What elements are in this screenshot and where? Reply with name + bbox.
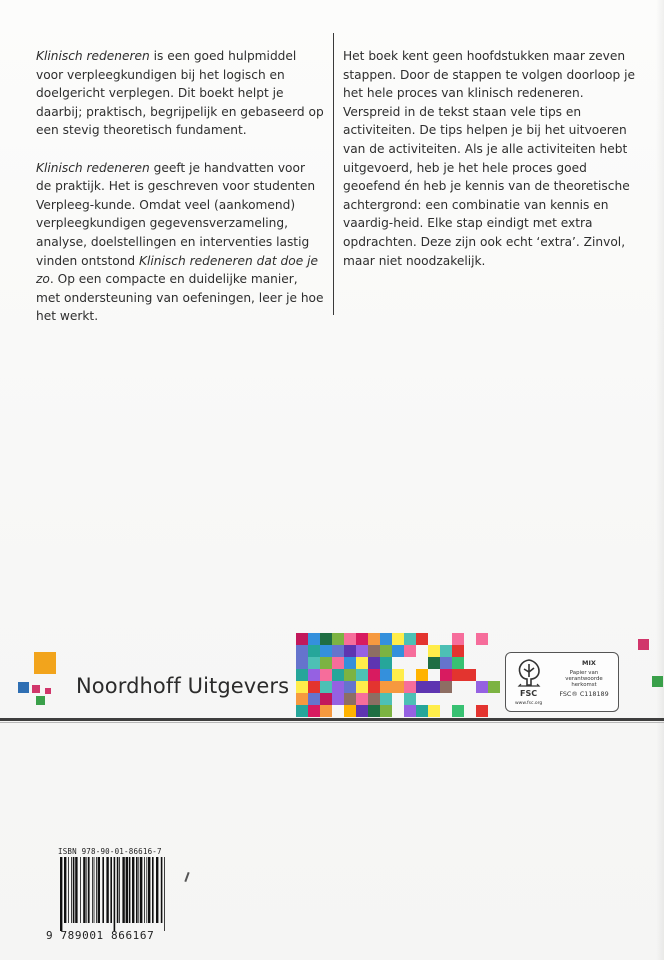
barcode-bar — [92, 857, 93, 923]
mosaic-tile — [332, 693, 344, 705]
mosaic-tile — [308, 705, 320, 717]
mosaic-tile — [428, 681, 440, 693]
fsc-logo — [512, 657, 546, 707]
barcode-bar — [96, 857, 97, 923]
mosaic-tile — [368, 657, 380, 669]
barcode-bar — [114, 857, 116, 931]
mosaic-tile — [416, 681, 428, 693]
mosaic-tile — [296, 693, 308, 705]
mosaic-tile — [488, 681, 500, 693]
barcode-bar — [80, 857, 81, 923]
accent-square — [638, 639, 649, 650]
mosaic-tile — [368, 681, 380, 693]
mosaic-tile — [368, 645, 380, 657]
mosaic-tile — [332, 633, 344, 645]
barcode-bar — [83, 857, 85, 923]
mosaic-tile — [416, 633, 428, 645]
mosaic-tile — [332, 645, 344, 657]
mosaic-tile — [296, 645, 308, 657]
mosaic-tile — [344, 705, 356, 717]
mosaic-tile — [428, 657, 440, 669]
barcode-bar — [122, 857, 124, 923]
mosaic-tile — [296, 705, 308, 717]
mosaic-tile — [428, 645, 440, 657]
mosaic-tile — [440, 669, 452, 681]
barcode-bar — [88, 857, 90, 923]
mosaic-tile — [464, 669, 476, 681]
mosaic-tile — [380, 705, 392, 717]
fsc-label — [505, 652, 619, 712]
barcode-bar — [68, 857, 69, 923]
barcode-bar — [102, 857, 104, 923]
title-mention: Klinisch redeneren — [36, 49, 150, 63]
mosaic-tile — [476, 681, 488, 693]
right-text-column — [343, 47, 643, 289]
intro-paragraph — [36, 47, 324, 140]
mosaic-tile — [308, 633, 320, 645]
mosaic-tile — [368, 669, 380, 681]
fsc-desc-line2: verantwoorde herkomst — [565, 676, 603, 689]
mosaic-tile — [404, 705, 416, 717]
mosaic-tile — [344, 669, 356, 681]
barcode-bar — [86, 857, 87, 923]
mosaic-tile — [320, 705, 332, 717]
mosaic-tile — [320, 693, 332, 705]
mosaic-tile — [356, 657, 368, 669]
column-divider — [333, 33, 334, 315]
printer-mark — [184, 872, 189, 882]
barcode-bar — [126, 857, 128, 923]
mosaic-tile — [344, 645, 356, 657]
mosaic-tile — [344, 633, 356, 645]
barcode-bar — [60, 857, 62, 931]
mosaic-tile — [416, 705, 428, 717]
barcode-digits: 9 789001 866167 — [46, 929, 155, 942]
mosaic-tile — [320, 645, 332, 657]
page-edge-shadow — [656, 0, 664, 960]
barcode-bar — [98, 857, 100, 923]
mosaic-tile — [356, 681, 368, 693]
fsc-description — [552, 670, 616, 689]
barcode — [58, 857, 170, 931]
mosaic-tile — [476, 705, 488, 717]
mosaic-tile — [344, 657, 356, 669]
accent-square — [652, 676, 663, 687]
publisher-name: Noordhoff Uitgevers — [76, 674, 290, 698]
mosaic-tile — [368, 633, 380, 645]
mosaic-tile — [320, 633, 332, 645]
barcode-bar — [94, 857, 95, 923]
mosaic-tile — [296, 657, 308, 669]
mosaic-tile — [368, 693, 380, 705]
mosaic-tile — [380, 633, 392, 645]
barcode-bar — [164, 857, 165, 931]
barcode-bar — [71, 857, 72, 923]
title-mention: Klinisch redeneren — [36, 160, 150, 175]
mosaic-tile — [380, 645, 392, 657]
practice-text-a: geeft je handvatten voor de praktijk. Het is geschreven voor studenten Verpleeg-kunde. Omdat veel (aankomend) verpleegkundigen gegevensverzameling, analyse, doelstellingen en interventies lastig vinden ontstond — [36, 160, 316, 268]
barcode-bar — [161, 857, 163, 923]
mosaic-tile — [392, 669, 404, 681]
barcode-bar — [146, 857, 147, 923]
mosaic-tile — [320, 657, 332, 669]
fsc-desc-line1: Papier van — [569, 670, 599, 676]
mosaic-tile — [404, 633, 416, 645]
mosaic-tile — [380, 669, 392, 681]
mosaic-tile — [356, 669, 368, 681]
mosaic-tile — [320, 681, 332, 693]
fsc-code: FSC® C118189 — [559, 690, 609, 698]
barcode-bar — [144, 857, 145, 923]
barcode-bar — [110, 857, 112, 923]
mosaic-tile — [452, 705, 464, 717]
mosaic-tile — [320, 669, 332, 681]
mosaic-tile — [296, 633, 308, 645]
mosaic-tile — [356, 645, 368, 657]
barcode-bar — [64, 857, 66, 923]
structure-paragraph: Het boek kent geen hoofdstukken maar zeven stappen. Door de stappen te volgen doorloop je het hele proces van klinisch redeneren. Verspreid in de tekst staan vele tips en activiteiten. De tips helpen je bij het uitvoeren van de activiteiten. Als je alle activiteiten hebt uitgevoerd, heb je het hele proces goed geoefend én heb je kennis van de theoretische achtergrond: een combinatie van kennis en vaardig-heid. Elke stap eindigt met extra opdrachten. Deze zijn ook echt ‘extra’. Zinvol, maar niet noodzakelijk. — [343, 49, 635, 268]
isbn-label: ISBN 978-90-01-86616-7 — [58, 847, 162, 856]
mosaic-tile — [440, 657, 452, 669]
mosaic-tile — [344, 693, 356, 705]
barcode-bar — [129, 857, 131, 923]
publisher-band-line-shadow — [0, 722, 664, 723]
barcode-bar — [136, 857, 138, 923]
left-text-column — [36, 47, 324, 345]
mosaic-tile — [452, 657, 464, 669]
fsc-mix-label: MIX — [582, 659, 596, 667]
mosaic-tile — [332, 657, 344, 669]
mosaic-tile — [404, 681, 416, 693]
mosaic-tile — [452, 645, 464, 657]
barcode-bar — [119, 857, 120, 923]
mosaic-tile — [380, 657, 392, 669]
mosaic-tile — [332, 681, 344, 693]
mosaic-tile — [344, 681, 356, 693]
mosaic-tile — [476, 633, 488, 645]
mosaic-tile — [392, 681, 404, 693]
mosaic-tile — [356, 705, 368, 717]
mosaic-tile — [308, 645, 320, 657]
mosaic-tile — [308, 681, 320, 693]
mosaic-tile — [392, 645, 404, 657]
mosaic-tile — [404, 693, 416, 705]
barcode-bar — [140, 857, 142, 923]
barcode-bar — [117, 857, 119, 923]
practice-text-b: . Op een compacte en duidelijke manier, met ondersteuning van oefeningen, leer je hoe het werkt. — [36, 272, 324, 324]
mosaic-tile — [392, 633, 404, 645]
intro-text: is een goed hulpmiddel voor verpleegkundigen bij het logisch en doelgericht verplegen. Dit boekt helpt je daarbij; praktisch, begrijpelijk en gebaseerd op een stevig theoretisch fundament. — [36, 49, 324, 138]
mosaic-tile — [440, 681, 452, 693]
practice-paragraph — [36, 159, 324, 326]
mosaic-tile — [308, 693, 320, 705]
mosaic-tile — [440, 645, 452, 657]
barcode-bar — [152, 857, 154, 923]
barcode-bar — [75, 857, 77, 923]
mosaic-tile — [452, 633, 464, 645]
mosaic-tile — [356, 693, 368, 705]
barcode-bar — [132, 857, 134, 923]
barcode-bar — [148, 857, 150, 923]
mosaic-tile — [452, 669, 464, 681]
mosaic-tile — [428, 705, 440, 717]
mosaic-tile — [308, 657, 320, 669]
fsc-brand: FSC — [520, 689, 538, 698]
mosaic-tile — [296, 669, 308, 681]
subtitle-mention: Klinisch redeneren dat doe je zo — [36, 253, 318, 287]
mosaic-tile — [380, 693, 392, 705]
barcode-bar — [73, 857, 75, 923]
mosaic-tile — [332, 669, 344, 681]
fsc-tree-icon — [512, 657, 546, 687]
mosaic-tile — [416, 669, 428, 681]
mosaic-tile — [308, 669, 320, 681]
mosaic-tile — [356, 633, 368, 645]
mosaic-tile — [296, 681, 308, 693]
fsc-url: www.fsc.org — [515, 701, 543, 706]
barcode-bar — [156, 857, 158, 923]
barcode-bar — [138, 857, 139, 923]
color-mosaic — [296, 637, 500, 717]
barcode-bar — [106, 857, 108, 923]
mosaic-tile — [404, 645, 416, 657]
mosaic-tile — [380, 681, 392, 693]
publisher-band-line — [0, 718, 664, 721]
publisher-logo-icon — [18, 650, 70, 708]
mosaic-tile — [368, 705, 380, 717]
